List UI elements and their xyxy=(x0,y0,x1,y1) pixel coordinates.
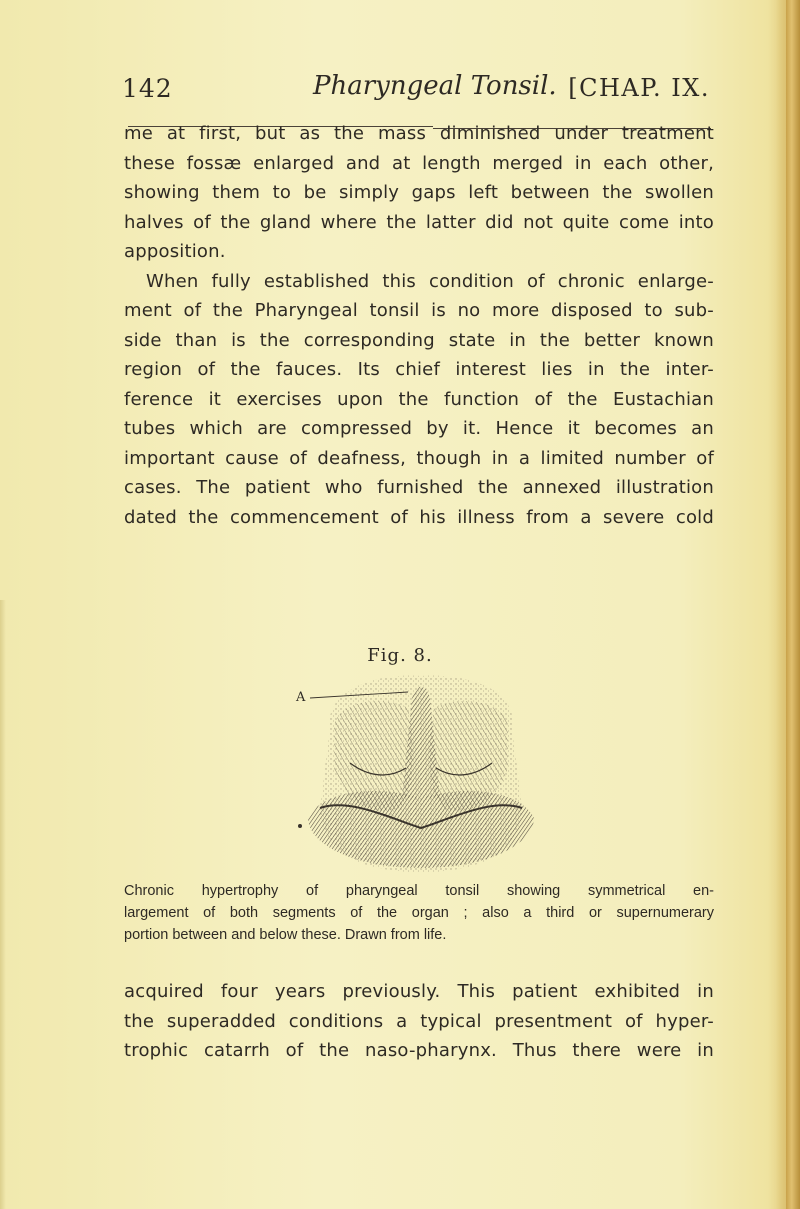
text-line: When fully established this condition of chronic enlarge- xyxy=(146,270,714,292)
figure-caption xyxy=(124,880,714,946)
binding-shadow xyxy=(0,600,6,1209)
text-line: these fossæ enlarged and at length merged in each other, xyxy=(124,152,714,174)
caption-line: portion between and below these. Drawn from life. xyxy=(124,927,447,943)
text-line: region of the fauces. Its chief interest lies in the inter- xyxy=(124,359,714,380)
text-line: important cause of deafness, though in a limited number of xyxy=(124,447,714,469)
text-line: me at first, but as the mass diminished under treatment xyxy=(124,123,714,144)
running-header xyxy=(122,71,710,114)
text-line: ment of the Pharyngeal tonsil is no more disposed to sub- xyxy=(124,300,714,321)
chapter-reference: [CHAP. IX. xyxy=(568,74,710,102)
caption-line: Chronic hypertrophy of pharyngeal tonsil showing symmetrical en- xyxy=(124,883,714,899)
text-line: side than is the corresponding state in the better known xyxy=(124,329,714,351)
text-line: trophic catarrh of the naso-pharynx. Thus there were in xyxy=(124,1040,714,1061)
text-line: apposition. xyxy=(124,241,226,262)
text-line: the superadded conditions a typical presentment of hyper- xyxy=(124,1010,714,1032)
tonsil-illustration xyxy=(290,668,552,874)
body-text-bottom xyxy=(124,977,714,1066)
text-line: tubes which are compressed by it. Hence it becomes an xyxy=(124,418,714,439)
body-text-top xyxy=(124,119,714,532)
running-title: Pharyngeal Tonsil. xyxy=(313,71,557,101)
text-line: acquired four years previously. This patient exhibited in xyxy=(124,981,714,1002)
text-line: cases. The patient who furnished the annexed illustration xyxy=(124,477,714,498)
figure-label: Fig. 8. xyxy=(367,645,433,666)
page-number: 142 xyxy=(122,74,173,103)
text-line: halves of the gland where the latter did not quite come into xyxy=(124,211,714,233)
page-edge-shadow xyxy=(776,0,786,1209)
text-line: dated the commencement of his illness from a severe cold xyxy=(124,506,714,528)
page-edge xyxy=(786,0,800,1209)
text-line: ference it exercises upon the function of the Eustachian xyxy=(124,388,714,410)
figure-marker: A xyxy=(296,690,306,705)
text-line: showing them to be simply gaps left between the swollen xyxy=(124,182,714,203)
caption-line: largement of both segments of the organ ; also a third or supernumerary xyxy=(124,905,714,921)
